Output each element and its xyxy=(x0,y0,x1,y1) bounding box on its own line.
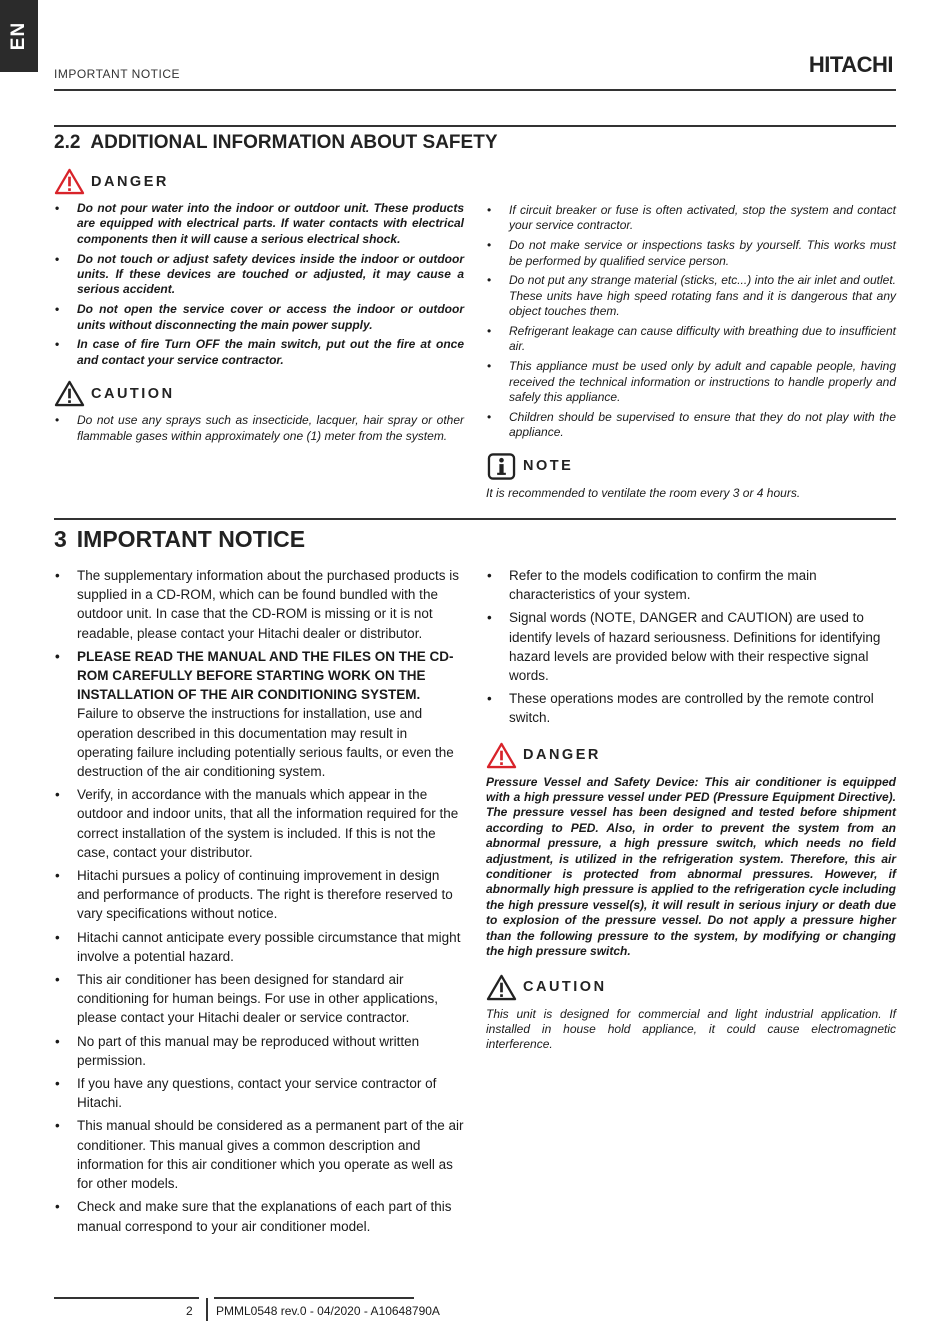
section-3-rule xyxy=(54,518,896,520)
caution-list xyxy=(54,413,464,444)
list-item: • Hitachi cannot anticipate every possible circumstance that might involve a potential hazard. xyxy=(54,928,464,966)
section-22-left-column xyxy=(54,168,464,448)
section-3-number: 3 xyxy=(54,526,67,552)
list-item: • This manual should be considered as a permanent part of the air conditioner. This manual gives a common description and information for this air conditioner which you operate as well as for other models. xyxy=(54,1116,464,1193)
caution-label: CAUTION xyxy=(91,385,175,402)
list-item: • This air conditioner has been designed for standard air conditioning for human beings. For use in other applications, please contact your Hitachi dealer or service contractor. xyxy=(54,970,464,1028)
footer-rule xyxy=(214,1297,414,1299)
list-item: • Refer to the models codification to confirm the main characteristics of your system. xyxy=(486,566,896,604)
caution-label: CAUTION xyxy=(523,979,607,995)
list-item: • This appliance must be used only by adult and capable people, having received the technical information or instructions to handle properly and safely this appliance. xyxy=(486,359,896,405)
list-item: • Do not open the service cover or access the indoor or outdoor units without disconnecting the main power supply. xyxy=(54,302,464,333)
notice-list xyxy=(54,566,464,1236)
notice-list-right xyxy=(486,566,896,728)
section-22-title xyxy=(54,132,498,154)
note-text: It is recommended to ventilate the room every 3 or 4 hours. xyxy=(486,485,801,500)
header-rule xyxy=(54,89,896,91)
danger-signal xyxy=(486,742,896,769)
read-manual-detail: Failure to observe the instructions for installation, use and operation described in this documentation may result in operating failure including potentially serious faults, or even the destruction of the air conditioning system. xyxy=(77,706,454,780)
caution-signal xyxy=(54,380,464,407)
list-item: • If circuit breaker or fuse is often activated, stop the system and contact your service contractor. xyxy=(486,203,896,234)
header-section-label: IMPORTANT NOTICE xyxy=(54,67,181,81)
list-item: • Refrigerant leakage can cause difficulty with breathing due to insufficient air. xyxy=(486,324,896,355)
list-item xyxy=(54,647,464,781)
safety-list xyxy=(486,203,896,441)
note-label: NOTE xyxy=(523,458,574,475)
list-item: • Hitachi pursues a policy of continuing improvement in design and performance of products. The right is therefore reserved to vary specifications without notice. xyxy=(54,866,464,924)
section-3-heading: IMPORTANT NOTICE xyxy=(76,526,306,552)
read-manual-warning: PLEASE READ THE MANUAL AND THE FILES ON THE CD-ROM CAREFULLY BEFORE STARTING WORK ON THE INSTALLATION OF THE AIR CONDITIONING SYSTEM. xyxy=(77,648,454,703)
list-item: • Check and make sure that the explanations of each part of this manual correspond to your air conditioner model. xyxy=(54,1197,464,1235)
caution-signal xyxy=(486,974,896,1001)
danger-warning-icon xyxy=(54,168,85,195)
list-item: • If you have any questions, contact your service contractor of Hitachi. xyxy=(54,1074,464,1112)
danger-label: DANGER xyxy=(523,747,601,764)
section-3-left-column xyxy=(54,566,464,1240)
note-signal xyxy=(486,453,896,480)
emc-caution-text: This unit is designed for commercial and light industrial application. If installed in house hold appliance, it could cause electromagnetic interference. xyxy=(486,1006,896,1052)
page-number: 2 xyxy=(186,1304,193,1318)
list-item: • Children should be supervised to ensure that they do not play with the appliance. xyxy=(486,410,896,441)
section-22-number: 2.2 xyxy=(54,132,81,153)
section-3-title xyxy=(54,526,305,553)
list-item: • The supplementary information about the purchased products is supplied in a CD-ROM, which can be found bundled with the outdoor unit. In case that the CD-ROM is missing or it is not readable, please contact your Hitachi dealer or distributor. xyxy=(54,566,464,643)
caution-warning-icon xyxy=(486,974,517,1001)
language-tab xyxy=(0,0,38,72)
list-item: • Verify, in accordance with the manuals which appear in the outdoor and indoor units, that all the information required for the correct installation of the system is included. If this is not the case, contact your distributor. xyxy=(54,785,464,862)
section-3-right-column xyxy=(486,566,896,1053)
hitachi-logo: HITACHI xyxy=(808,52,893,77)
list-item: • Do not use any sprays such as insecticide, lacquer, hair spray or other flammable gases within approximately one (1) meter from the system. xyxy=(54,413,464,444)
list-item: • No part of this manual may be reproduced without written permission. xyxy=(54,1032,464,1070)
danger-label: DANGER xyxy=(91,173,169,190)
section-22-heading: ADDITIONAL INFORMATION ABOUT SAFETY xyxy=(90,132,498,153)
danger-signal xyxy=(54,168,464,195)
danger-list xyxy=(54,201,464,368)
list-item: • In case of fire Turn OFF the main switch, put out the fire at once and contact your service contractor. xyxy=(54,337,464,368)
section-22-rule xyxy=(54,125,896,127)
pressure-vessel-danger-text: Pressure Vessel and Safety Device: This air conditioner is equipped with a high pressure vessel under PED (Pressure Equipment Directive). The pressure vessel has been designed and tested before shipment according to PED. Also, in order to prevent the system from an abnormal pressure, a high pressure switch, which needs no field adjustment, is utilized in the refrigeration system. Therefore, this air conditioner is protected from abnormal pressures. However, if abnormally high pressure is applied to the refrigeration cycle including the high pressure vessel(s), it will result in serious injury or death due to explosion of the pressure vessel. Do not apply a pressure higher than the following pressure to the system, by modifying or changing the high pressure switch. xyxy=(486,774,896,959)
info-icon xyxy=(486,453,517,480)
language-code: EN xyxy=(8,21,29,51)
document-reference: PMML0548 rev.0 - 04/2020 - A10648790A xyxy=(216,1304,440,1318)
section-22-right-column xyxy=(486,203,896,501)
caution-warning-icon xyxy=(54,380,85,407)
list-item: • Do not touch or adjust safety devices inside the indoor or outdoor units. If these devices are touched or adjusted, it may cause a serious accident. xyxy=(54,252,464,298)
list-item: • Signal words (NOTE, DANGER and CAUTION) are used to identify levels of hazard seriousness. Definitions for identifying hazard levels are provided below with their respective signal words. xyxy=(486,608,896,685)
list-item: • Do not make service or inspections tasks by yourself. This works must be performed by qualified service person. xyxy=(486,238,896,269)
danger-warning-icon xyxy=(486,742,517,769)
footer-divider xyxy=(206,1298,208,1321)
list-item: • These operations modes are controlled by the remote control switch. xyxy=(486,689,896,727)
list-item: • Do not pour water into the indoor or outdoor unit. These products are equipped with electrical parts. If water contacts with electrical components then it will cause a serious electrical shock. xyxy=(54,201,464,247)
footer-rule xyxy=(54,1297,199,1299)
list-item: • Do not put any strange material (sticks, etc...) into the air inlet and outlet. These units have high speed rotating fans and it is dangerous that any object touches them. xyxy=(486,273,896,319)
